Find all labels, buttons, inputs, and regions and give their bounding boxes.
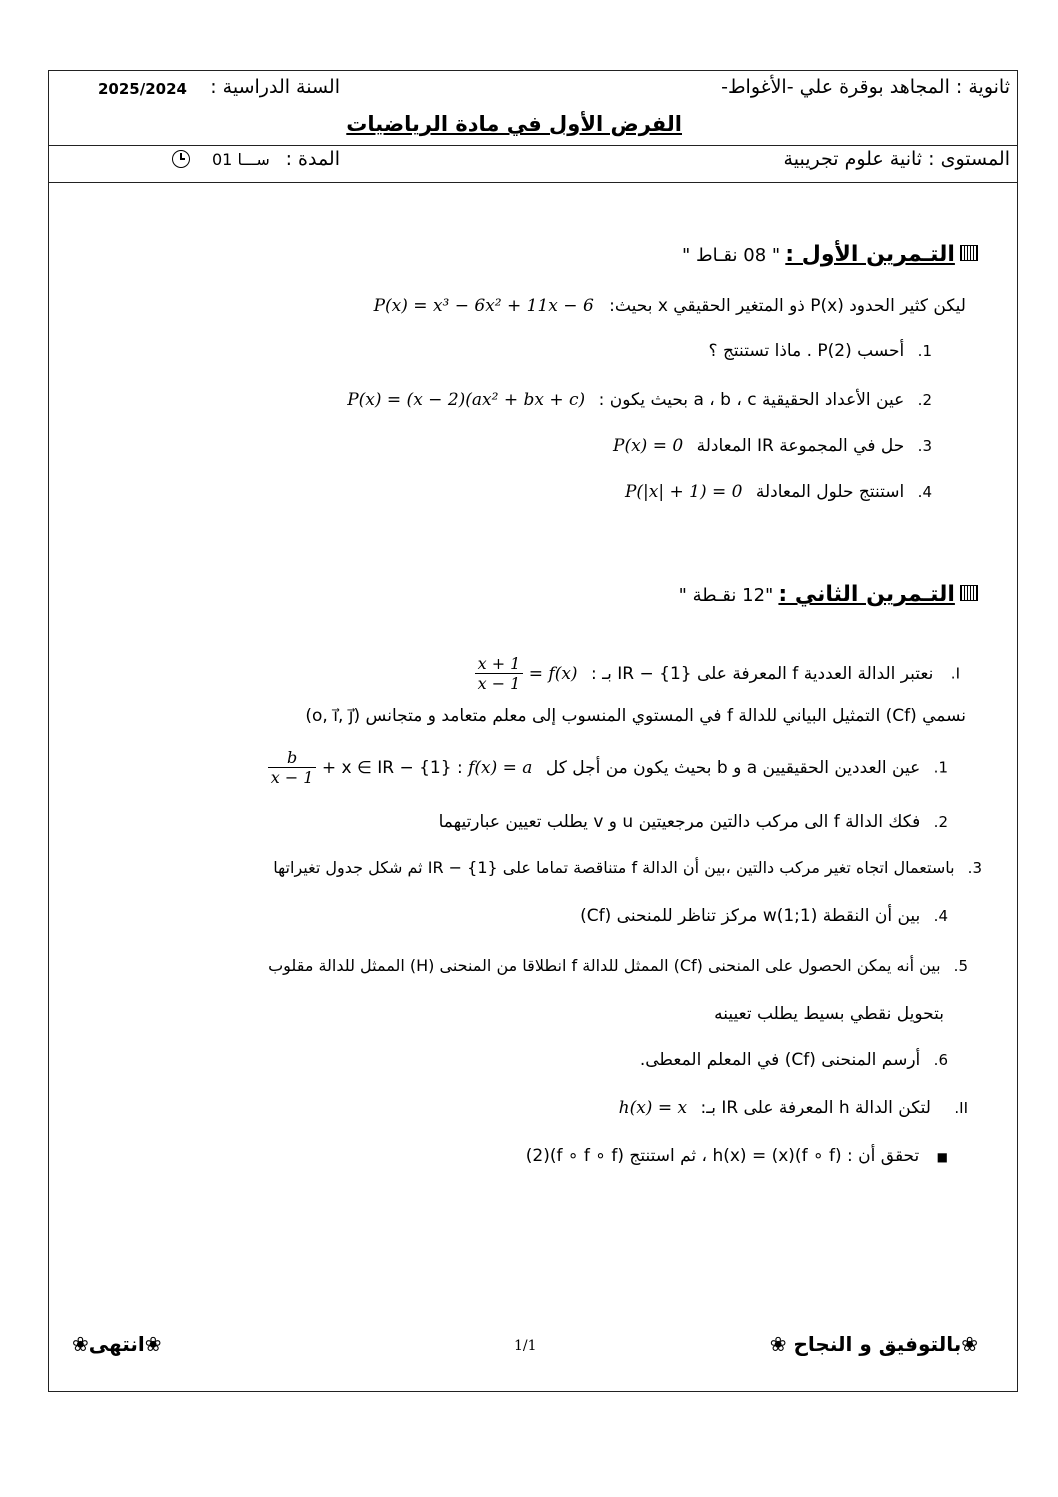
exam-title: الفرض الأول في مادة الرياضيات (346, 112, 682, 136)
exercise2-item-5 (268, 956, 968, 975)
item-text: عين الأعداد الحقيقية a ، b ، c بحيث يكون : (598, 390, 905, 410)
header-divider (48, 145, 1018, 146)
exercise2-item-6 (640, 1050, 948, 1070)
exercise2-heading (679, 582, 978, 607)
exercise1-title: التـمرين الأول : (785, 242, 955, 267)
item-number: 2. (917, 391, 932, 409)
year-label: السنة الدراسية : (210, 76, 340, 98)
duration-value: 01 ســـا (212, 150, 270, 169)
school-name: ثانوية : المجاهد بوقرة علي -الأغواط- (721, 76, 1010, 98)
part-number: I. (950, 664, 960, 683)
exercise2-item-2 (439, 812, 948, 832)
item-text: فكك الدالة f الى مركب دالتين مرجعيتين u و v يطلب تعيين عبارتيهما (438, 812, 921, 832)
item-math: f(x) = a + (321, 757, 533, 778)
footer-end (72, 1332, 162, 1356)
item-text: حل في المجموعة IR المعادلة (696, 436, 905, 456)
exercise1-heading (682, 242, 978, 267)
flower-icon: ❀ (72, 1332, 89, 1356)
fraction-numerator: x + 1 (477, 654, 521, 673)
item-text: باستعمال اتجاه تغير مركب دالتين ،بين أن الدالة f متناقصة تماما على {1} − IR ثم شكل جدول تغيراتها (273, 858, 955, 877)
header-bottom-divider (48, 182, 1018, 183)
item-number: 4. (917, 483, 932, 501)
part1-text: نعتبر الدالة العددية f المعرفة على {1} − IR بـ : (590, 663, 934, 684)
item-number: 4. (933, 907, 948, 925)
level: المستوى : ثانية علوم تجريبية (783, 148, 1010, 170)
page-frame (48, 70, 1018, 1392)
clock-icon (172, 150, 190, 168)
duration-label: المدة : (285, 148, 340, 170)
item-text: استنتج حلول المعادلة (755, 482, 905, 502)
item-math: P(x) = (x − 2)(ax² + bx + c) (347, 390, 586, 410)
exercise2-bullet (526, 1146, 948, 1166)
footer-left-text: انتهى (88, 1332, 145, 1356)
exercise1-item-2 (347, 390, 932, 410)
exercise2-part2 (619, 1098, 968, 1118)
exercise2-item-1 (268, 748, 948, 787)
year-value: 2025/2024 (98, 80, 187, 98)
exercise1-intro-text: ليكن كثير الحدود P(x) ذو المتغير الحقيقي x بحيث: (609, 296, 966, 316)
item-fraction (268, 748, 317, 787)
exercise2-points: "12 نقـطة " (678, 585, 774, 606)
exercise1-intro (374, 296, 966, 316)
item-math: P(x) = 0 (613, 436, 684, 456)
exercise2-title: التـمرين الثاني : (778, 582, 955, 607)
item-number: 3. (967, 859, 982, 877)
footer-good-luck (770, 1332, 978, 1356)
flower-icon: ❀ (961, 1332, 978, 1356)
item-number: 5. (953, 957, 968, 975)
exercise-icon (960, 245, 978, 261)
item-text: أحسب P(2) . ماذا تستنتج ؟ (708, 341, 905, 361)
flower-icon: ❀ (769, 1332, 787, 1356)
fraction-denominator: x − 1 (475, 673, 524, 693)
page-number: 1/1 (514, 1338, 537, 1354)
exercise2-part1 (475, 654, 960, 693)
exercise1-item-4 (625, 482, 932, 502)
item-text: أرسم المنحنى (Cf) في المعلم المعطى. (639, 1050, 921, 1070)
part1-fraction (475, 654, 524, 693)
exercise2-part1-line2: نسمي (Cf) التمثيل البياني للدالة f في المستوي المنسوب إلى معلم متعامد و متجانس (o, i⃗, j⃗) (305, 706, 966, 726)
exercise1-item-1 (709, 341, 932, 361)
exercise2-item-5-cont: بتحويل نقطي بسيط يطلب تعيينه (714, 1004, 944, 1024)
footer-right-text: بالتوفيق و النجاح (793, 1332, 962, 1356)
part2-text: لتكن الدالة h المعرفة على IR بـ: (700, 1098, 931, 1118)
part1-function: f(x) = (528, 663, 578, 684)
item-text: عين العددين الحقيقيين a و b بحيث يكون من أجل كل x ∈ IR − {1} : (341, 757, 921, 778)
item-number: 1. (933, 758, 948, 777)
exercise2-item-3 (273, 858, 982, 877)
part-number: II. (954, 1099, 968, 1117)
item-text: بين أن النقطة w(1;1) مركز تناظر للمنحنى (Cf) (580, 906, 921, 926)
exercise1-intro-math: P(x) = x³ − 6x² + 11x − 6 (373, 296, 594, 316)
item-number: 2. (933, 813, 948, 831)
item-number: 1. (917, 342, 932, 360)
exercise1-item-3 (613, 436, 932, 456)
item-text: بين أنه يمكن الحصول على المنحنى (Cf) الممثل للدالة f انطلاقا من المنحنى (H) الممثل للدالة مقلوب (268, 956, 941, 975)
flower-icon: ❀ (144, 1332, 162, 1356)
fraction-numerator: b (286, 748, 298, 767)
fraction-denominator: x − 1 (268, 767, 317, 787)
bullet-text: تحقق أن : (f ∘ f)(x) = h(x) ، ثم استنتج (f ∘ f ∘ f)(2) (525, 1146, 920, 1166)
item-number: 3. (917, 437, 932, 455)
item-number: 6. (933, 1051, 948, 1069)
exercise-icon (960, 585, 978, 601)
part2-math: h(x) = x (618, 1098, 688, 1118)
item-math: P(|x| + 1) = 0 (624, 482, 743, 502)
exercise1-points: " 08 نقـاط " (682, 245, 781, 266)
exercise2-item-4 (580, 906, 948, 926)
bullet-icon: ■ (936, 1150, 948, 1164)
